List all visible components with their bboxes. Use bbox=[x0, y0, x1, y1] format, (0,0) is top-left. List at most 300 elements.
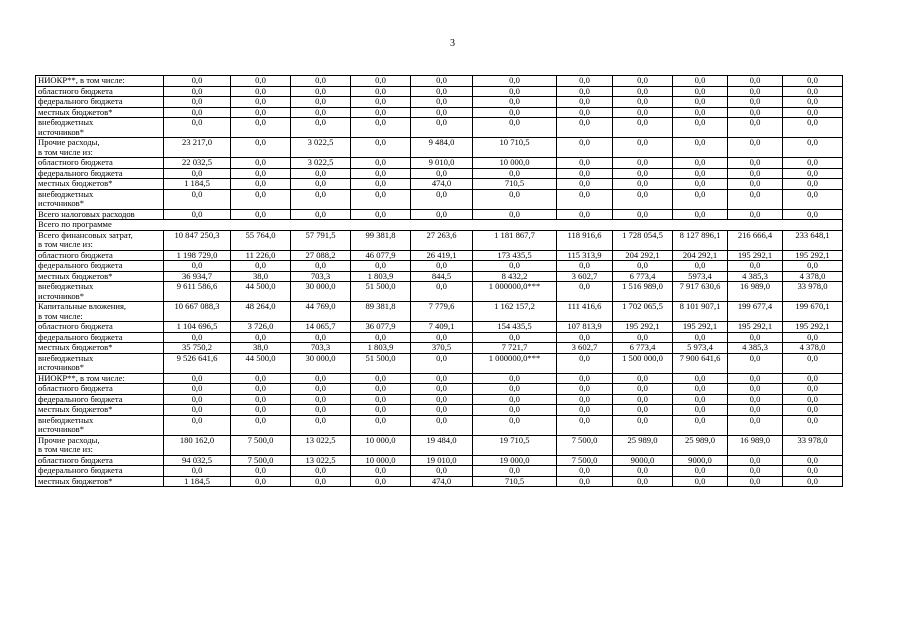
budget-table-body bbox=[36, 76, 843, 487]
row-label bbox=[36, 384, 164, 395]
value-cell: 0,0 bbox=[411, 353, 473, 373]
value-cell: 14 065,7 bbox=[291, 322, 351, 333]
value-cell: 0,0 bbox=[411, 261, 473, 272]
value-cell: 1 184,5 bbox=[164, 179, 231, 190]
value-cell: 0,0 bbox=[673, 332, 728, 343]
value-cell: 13 022,5 bbox=[291, 435, 351, 455]
value-cell: 0,0 bbox=[783, 261, 843, 272]
value-cell: 8 101 907,1 bbox=[673, 302, 728, 322]
value-cell: 0,0 bbox=[291, 384, 351, 395]
value-cell: 5 973,4 bbox=[673, 343, 728, 354]
value-cell: 0,0 bbox=[613, 138, 673, 158]
value-cell: 0,0 bbox=[557, 189, 613, 209]
value-cell: 0,0 bbox=[613, 332, 673, 343]
value-cell: 0,0 bbox=[291, 415, 351, 435]
value-cell: 204 292,1 bbox=[673, 250, 728, 261]
value-cell: 0,0 bbox=[613, 261, 673, 272]
value-cell: 0,0 bbox=[783, 455, 843, 466]
value-cell: 0,0 bbox=[728, 86, 783, 97]
value-cell: 0,0 bbox=[783, 466, 843, 477]
row-label-line: внебюджетных bbox=[38, 415, 94, 425]
value-cell: 0,0 bbox=[613, 384, 673, 395]
value-cell: 0,0 bbox=[411, 466, 473, 477]
value-cell: 0,0 bbox=[291, 179, 351, 190]
value-cell: 0,0 bbox=[231, 97, 291, 108]
row-label bbox=[36, 282, 164, 302]
value-cell: 0,0 bbox=[164, 373, 231, 384]
value-cell: 0,0 bbox=[231, 476, 291, 487]
row-label bbox=[36, 373, 164, 384]
value-cell: 0,0 bbox=[291, 97, 351, 108]
value-cell: 0,0 bbox=[473, 118, 557, 138]
value-cell: 0,0 bbox=[411, 405, 473, 416]
value-cell: 27 088,2 bbox=[291, 250, 351, 261]
row-label-line: федерального бюджета bbox=[38, 168, 123, 178]
row-label bbox=[36, 118, 164, 138]
row-label-line: источников* bbox=[38, 290, 85, 301]
value-cell: 6 773,4 bbox=[613, 271, 673, 282]
row-label-line: источников* bbox=[38, 126, 85, 137]
value-cell: 0,0 bbox=[557, 476, 613, 487]
row-label-line: источников* bbox=[38, 424, 85, 434]
value-cell: 10 000,0 bbox=[351, 435, 411, 455]
value-cell: 0,0 bbox=[411, 168, 473, 179]
value-cell: 1 500 000,0 bbox=[613, 353, 673, 373]
value-cell: 0,0 bbox=[351, 86, 411, 97]
value-cell: 0,0 bbox=[728, 76, 783, 87]
value-cell: 0,0 bbox=[557, 261, 613, 272]
value-cell: 0,0 bbox=[613, 158, 673, 169]
row-label bbox=[36, 261, 164, 272]
page-number: 3 bbox=[450, 38, 455, 49]
value-cell: 0,0 bbox=[231, 332, 291, 343]
value-cell: 107 813,9 bbox=[557, 322, 613, 333]
value-cell: 0,0 bbox=[291, 332, 351, 343]
value-cell: 0,0 bbox=[673, 415, 728, 435]
value-cell: 99 381,8 bbox=[351, 230, 411, 250]
value-cell: 0,0 bbox=[231, 168, 291, 179]
value-cell: 180 162,0 bbox=[164, 435, 231, 455]
table-row bbox=[36, 158, 843, 169]
value-cell: 0,0 bbox=[557, 405, 613, 416]
value-cell: 3 022,5 bbox=[291, 138, 351, 158]
value-cell: 0,0 bbox=[783, 138, 843, 158]
value-cell: 0,0 bbox=[783, 179, 843, 190]
table-row bbox=[36, 384, 843, 395]
row-label bbox=[36, 343, 164, 354]
row-label bbox=[36, 455, 164, 466]
value-cell: 0,0 bbox=[291, 261, 351, 272]
value-cell: 8 432,2 bbox=[473, 271, 557, 282]
value-cell: 7 500,0 bbox=[557, 455, 613, 466]
table-row bbox=[36, 250, 843, 261]
value-cell: 0,0 bbox=[673, 261, 728, 272]
value-cell: 51 500,0 bbox=[351, 282, 411, 302]
value-cell: 0,0 bbox=[231, 384, 291, 395]
value-cell: 0,0 bbox=[557, 97, 613, 108]
value-cell: 0,0 bbox=[473, 86, 557, 97]
value-cell: 0,0 bbox=[291, 76, 351, 87]
value-cell: 0,0 bbox=[351, 179, 411, 190]
row-label bbox=[36, 168, 164, 179]
value-cell: 0,0 bbox=[411, 76, 473, 87]
value-cell: 0,0 bbox=[673, 209, 728, 220]
table-row bbox=[36, 271, 843, 282]
value-cell: 9000,0 bbox=[673, 455, 728, 466]
value-cell: 0,0 bbox=[557, 353, 613, 373]
value-cell: 46 077,9 bbox=[351, 250, 411, 261]
value-cell: 4 378,0 bbox=[783, 343, 843, 354]
value-cell: 0,0 bbox=[728, 415, 783, 435]
value-cell: 233 648,1 bbox=[783, 230, 843, 250]
row-label-line: федерального бюджета bbox=[38, 465, 123, 475]
value-cell: 0,0 bbox=[728, 138, 783, 158]
table-row bbox=[36, 435, 843, 455]
value-cell: 0,0 bbox=[557, 282, 613, 302]
value-cell: 0,0 bbox=[673, 86, 728, 97]
row-label bbox=[36, 189, 164, 209]
value-cell: 0,0 bbox=[164, 384, 231, 395]
table-row bbox=[36, 76, 843, 87]
table-row bbox=[36, 322, 843, 333]
value-cell: 0,0 bbox=[557, 86, 613, 97]
value-cell: 0,0 bbox=[351, 476, 411, 487]
table-row bbox=[36, 107, 843, 118]
value-cell: 0,0 bbox=[783, 168, 843, 179]
value-cell: 0,0 bbox=[291, 118, 351, 138]
value-cell: 0,0 bbox=[291, 405, 351, 416]
value-cell: 195 292,1 bbox=[783, 322, 843, 333]
row-label bbox=[36, 97, 164, 108]
row-label-line: федерального бюджета bbox=[38, 96, 123, 106]
row-label-line: Капитальные вложения, bbox=[38, 301, 127, 311]
table-row bbox=[36, 138, 843, 158]
value-cell: 199 677,4 bbox=[728, 302, 783, 322]
value-cell: 0,0 bbox=[783, 476, 843, 487]
value-cell: 0,0 bbox=[673, 384, 728, 395]
value-cell: 0,0 bbox=[783, 373, 843, 384]
value-cell: 474,0 bbox=[411, 476, 473, 487]
value-cell: 7 779,6 bbox=[411, 302, 473, 322]
table-row bbox=[36, 466, 843, 477]
row-label bbox=[36, 405, 164, 416]
value-cell: 0,0 bbox=[473, 261, 557, 272]
value-cell: 0,0 bbox=[728, 118, 783, 138]
table-row bbox=[36, 86, 843, 97]
table-row bbox=[36, 179, 843, 190]
row-label-line: областного бюджета bbox=[38, 383, 113, 393]
value-cell: 22 032,5 bbox=[164, 158, 231, 169]
value-cell: 0,0 bbox=[351, 158, 411, 169]
value-cell: 204 292,1 bbox=[613, 250, 673, 261]
value-cell: 0,0 bbox=[164, 76, 231, 87]
value-cell: 0,0 bbox=[291, 373, 351, 384]
value-cell: 0,0 bbox=[673, 466, 728, 477]
value-cell: 0,0 bbox=[291, 466, 351, 477]
row-label bbox=[36, 322, 164, 333]
value-cell: 0,0 bbox=[473, 209, 557, 220]
value-cell: 0,0 bbox=[411, 209, 473, 220]
value-cell: 36 077,9 bbox=[351, 322, 411, 333]
row-label bbox=[36, 476, 164, 487]
value-cell: 38,0 bbox=[231, 343, 291, 354]
table-row bbox=[36, 261, 843, 272]
row-label-line: в том числе из: bbox=[38, 239, 93, 249]
value-cell: 1 516 989,0 bbox=[613, 282, 673, 302]
value-cell: 0,0 bbox=[231, 261, 291, 272]
value-cell: 10 847 250,3 bbox=[164, 230, 231, 250]
row-label-line: местных бюджетов* bbox=[38, 107, 113, 117]
value-cell: 195 292,1 bbox=[783, 250, 843, 261]
value-cell: 0,0 bbox=[613, 86, 673, 97]
value-cell: 0,0 bbox=[351, 76, 411, 87]
value-cell: 115 313,9 bbox=[557, 250, 613, 261]
value-cell: 44 500,0 bbox=[231, 282, 291, 302]
value-cell: 0,0 bbox=[473, 189, 557, 209]
row-label bbox=[36, 230, 164, 250]
value-cell: 44 500,0 bbox=[231, 353, 291, 373]
value-cell: 0,0 bbox=[291, 86, 351, 97]
value-cell: 0,0 bbox=[291, 209, 351, 220]
row-label bbox=[36, 209, 164, 220]
value-cell: 7 409,1 bbox=[411, 322, 473, 333]
table-row bbox=[36, 118, 843, 138]
row-label-line: Прочие расходы, bbox=[38, 137, 100, 147]
value-cell: 0,0 bbox=[673, 138, 728, 158]
value-cell: 0,0 bbox=[728, 158, 783, 169]
value-cell: 0,0 bbox=[783, 76, 843, 87]
table-row bbox=[36, 394, 843, 405]
row-label-line: источников* bbox=[38, 198, 85, 208]
value-cell: 25 989,0 bbox=[613, 435, 673, 455]
value-cell: 33 978,0 bbox=[783, 435, 843, 455]
value-cell: 0,0 bbox=[473, 107, 557, 118]
row-label-line: местных бюджетов* bbox=[38, 178, 113, 188]
value-cell: 23 217,0 bbox=[164, 138, 231, 158]
value-cell: 0,0 bbox=[557, 76, 613, 87]
value-cell: 0,0 bbox=[411, 118, 473, 138]
row-label bbox=[36, 250, 164, 261]
value-cell: 0,0 bbox=[231, 138, 291, 158]
value-cell: 111 416,6 bbox=[557, 302, 613, 322]
value-cell: 16 989,0 bbox=[728, 282, 783, 302]
value-cell: 0,0 bbox=[557, 168, 613, 179]
table-row bbox=[36, 405, 843, 416]
value-cell: 8 127 896,1 bbox=[673, 230, 728, 250]
value-cell: 0,0 bbox=[164, 415, 231, 435]
row-label bbox=[36, 179, 164, 190]
row-label-line: областного бюджета bbox=[38, 86, 113, 96]
value-cell: 0,0 bbox=[231, 394, 291, 405]
value-cell: 0,0 bbox=[473, 405, 557, 416]
table-row bbox=[36, 282, 843, 302]
value-cell: 0,0 bbox=[351, 415, 411, 435]
value-cell: 1 181 867,7 bbox=[473, 230, 557, 250]
value-cell: 0,0 bbox=[783, 86, 843, 97]
value-cell: 0,0 bbox=[164, 466, 231, 477]
value-cell: 7 500,0 bbox=[231, 455, 291, 466]
value-cell: 0,0 bbox=[557, 209, 613, 220]
value-cell: 7 917 630,6 bbox=[673, 282, 728, 302]
value-cell: 25 989,0 bbox=[673, 435, 728, 455]
table-row bbox=[36, 97, 843, 108]
value-cell: 0,0 bbox=[673, 476, 728, 487]
value-cell: 0,0 bbox=[613, 179, 673, 190]
value-cell: 0,0 bbox=[613, 415, 673, 435]
value-cell: 0,0 bbox=[673, 179, 728, 190]
value-cell: 0,0 bbox=[351, 107, 411, 118]
value-cell: 0,0 bbox=[164, 189, 231, 209]
value-cell: 1 198 729,0 bbox=[164, 250, 231, 261]
row-label-line: областного бюджета bbox=[38, 455, 113, 465]
value-cell: 0,0 bbox=[613, 76, 673, 87]
value-cell: 0,0 bbox=[351, 384, 411, 395]
value-cell: 0,0 bbox=[231, 189, 291, 209]
value-cell: 0,0 bbox=[728, 384, 783, 395]
value-cell: 703,3 bbox=[291, 271, 351, 282]
value-cell: 11 226,0 bbox=[231, 250, 291, 261]
value-cell: 0,0 bbox=[673, 168, 728, 179]
value-cell: 0,0 bbox=[351, 332, 411, 343]
table-row bbox=[36, 332, 843, 343]
value-cell: 0,0 bbox=[351, 118, 411, 138]
row-label-line: НИОКР**, в том числе: bbox=[38, 75, 125, 85]
value-cell: 0,0 bbox=[557, 415, 613, 435]
row-label bbox=[36, 302, 164, 322]
value-cell: 4 378,0 bbox=[783, 271, 843, 282]
value-cell: 27 263,6 bbox=[411, 230, 473, 250]
table-row bbox=[36, 415, 843, 435]
row-label bbox=[36, 86, 164, 97]
value-cell: 0,0 bbox=[351, 466, 411, 477]
value-cell: 0,0 bbox=[411, 189, 473, 209]
value-cell: 0,0 bbox=[164, 86, 231, 97]
value-cell: 0,0 bbox=[473, 332, 557, 343]
row-label-line: местных бюджетов* bbox=[38, 271, 113, 281]
value-cell: 9000,0 bbox=[613, 455, 673, 466]
value-cell: 55 764,0 bbox=[231, 230, 291, 250]
value-cell: 0,0 bbox=[291, 189, 351, 209]
row-label-line: в том числе: bbox=[38, 310, 83, 321]
value-cell: 0,0 bbox=[673, 76, 728, 87]
value-cell: 0,0 bbox=[351, 189, 411, 209]
value-cell: 33 978,0 bbox=[783, 282, 843, 302]
row-label-line: местных бюджетов* bbox=[38, 476, 113, 486]
value-cell: 0,0 bbox=[473, 97, 557, 108]
value-cell: 0,0 bbox=[728, 97, 783, 108]
value-cell: 0,0 bbox=[411, 373, 473, 384]
value-cell: 0,0 bbox=[231, 118, 291, 138]
value-cell: 0,0 bbox=[673, 394, 728, 405]
value-cell: 0,0 bbox=[557, 179, 613, 190]
value-cell: 1 728 054,5 bbox=[613, 230, 673, 250]
value-cell: 0,0 bbox=[783, 189, 843, 209]
value-cell: 0,0 bbox=[783, 394, 843, 405]
value-cell: 0,0 bbox=[557, 138, 613, 158]
value-cell: 0,0 bbox=[231, 107, 291, 118]
value-cell: 57 791,5 bbox=[291, 230, 351, 250]
value-cell: 1 803,9 bbox=[351, 343, 411, 354]
value-cell: 16 989,0 bbox=[728, 435, 783, 455]
value-cell: 48 264,0 bbox=[231, 302, 291, 322]
value-cell: 0,0 bbox=[473, 384, 557, 395]
value-cell: 0,0 bbox=[783, 332, 843, 343]
value-cell: 0,0 bbox=[557, 107, 613, 118]
value-cell: 19 010,0 bbox=[411, 455, 473, 466]
row-label bbox=[36, 466, 164, 477]
value-cell: 0,0 bbox=[673, 118, 728, 138]
value-cell: 1 803,9 bbox=[351, 271, 411, 282]
value-cell: 0,0 bbox=[613, 118, 673, 138]
value-cell: 0,0 bbox=[728, 476, 783, 487]
value-cell: 0,0 bbox=[557, 394, 613, 405]
value-cell: 10 667 088,3 bbox=[164, 302, 231, 322]
value-cell: 1 184,5 bbox=[164, 476, 231, 487]
value-cell: 0,0 bbox=[673, 373, 728, 384]
value-cell: 0,0 bbox=[411, 107, 473, 118]
value-cell: 0,0 bbox=[673, 158, 728, 169]
value-cell: 0,0 bbox=[783, 158, 843, 169]
value-cell: 0,0 bbox=[673, 405, 728, 416]
value-cell: 94 032,5 bbox=[164, 455, 231, 466]
value-cell: 9 611 586,6 bbox=[164, 282, 231, 302]
value-cell: 0,0 bbox=[783, 209, 843, 220]
row-label-line: источников* bbox=[38, 362, 85, 372]
value-cell: 0,0 bbox=[728, 209, 783, 220]
value-cell: 0,0 bbox=[613, 97, 673, 108]
value-cell: 0,0 bbox=[613, 394, 673, 405]
value-cell: 0,0 bbox=[557, 384, 613, 395]
value-cell: 0,0 bbox=[164, 394, 231, 405]
value-cell: 710,5 bbox=[473, 476, 557, 487]
value-cell: 0,0 bbox=[351, 405, 411, 416]
value-cell: 10 000,0 bbox=[351, 455, 411, 466]
table-row bbox=[36, 353, 843, 373]
value-cell: 0,0 bbox=[351, 209, 411, 220]
value-cell: 0,0 bbox=[473, 76, 557, 87]
row-label bbox=[36, 353, 164, 373]
row-label-line: областного бюджета bbox=[38, 321, 113, 331]
row-label bbox=[36, 435, 164, 455]
value-cell: 9 526 641,6 bbox=[164, 353, 231, 373]
table-row bbox=[36, 373, 843, 384]
row-label-line: федерального бюджета bbox=[38, 394, 123, 404]
table-row bbox=[36, 455, 843, 466]
value-cell: 13 022,5 bbox=[291, 455, 351, 466]
value-cell: 30 000,0 bbox=[291, 282, 351, 302]
value-cell: 0,0 bbox=[411, 86, 473, 97]
value-cell: 0,0 bbox=[411, 415, 473, 435]
value-cell: 1 162 157,2 bbox=[473, 302, 557, 322]
row-label-line: в том числе из: bbox=[38, 444, 93, 454]
row-label-line: местных бюджетов* bbox=[38, 404, 113, 414]
budget-table bbox=[35, 75, 843, 487]
value-cell: 0,0 bbox=[613, 476, 673, 487]
value-cell: 0,0 bbox=[783, 107, 843, 118]
value-cell: 0,0 bbox=[557, 373, 613, 384]
value-cell: 0,0 bbox=[164, 97, 231, 108]
value-cell: 0,0 bbox=[728, 394, 783, 405]
value-cell: 0,0 bbox=[231, 158, 291, 169]
value-cell: 0,0 bbox=[231, 209, 291, 220]
value-cell: 0,0 bbox=[728, 373, 783, 384]
value-cell: 0,0 bbox=[351, 394, 411, 405]
value-cell: 0,0 bbox=[613, 209, 673, 220]
row-label-line: Всего финансовых затрат, bbox=[38, 230, 133, 240]
value-cell: 0,0 bbox=[231, 415, 291, 435]
value-cell: 0,0 bbox=[351, 138, 411, 158]
table-row bbox=[36, 168, 843, 179]
